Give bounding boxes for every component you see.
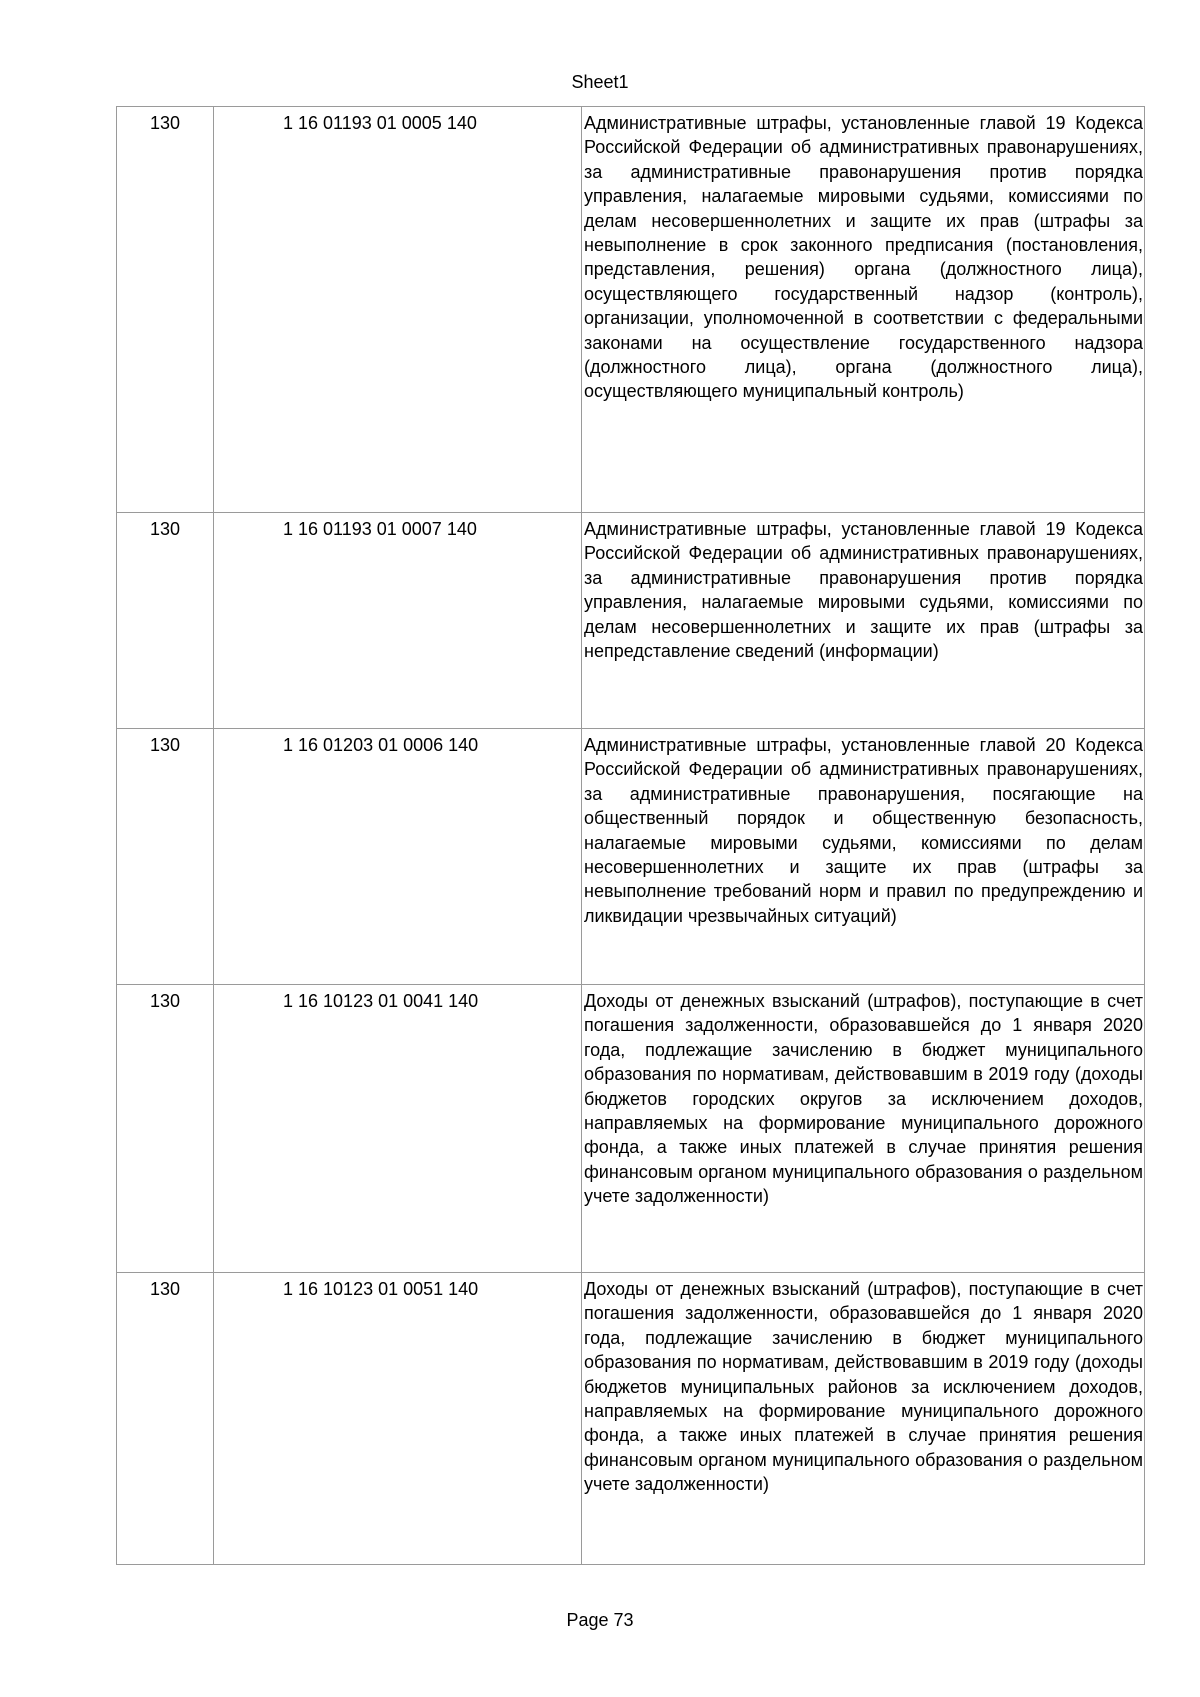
description-cell: Доходы от денежных взысканий (штрафов), поступающие в счет погашения задолженности, образовавшейся до 1 января 2020 года, подлежащие зачислению в бюджет муниципального образования по нормативам, действовавшим в 2019 году (доходы бюджетов муниципальных районов за исключением доходов, направляемых на формирование муниципального дорожного фонда, а также иных платежей в случае принятия решения финансовым органом муниципального образования о раздельном учете задолженности)	[582, 1273, 1145, 1565]
sheet-title: Sheet1	[571, 72, 629, 92]
admin-code-cell: 130	[117, 1273, 214, 1565]
kbk-code-cell: 1 16 10123 01 0041 140	[214, 985, 582, 1273]
admin-code-cell: 130	[117, 729, 214, 985]
description-cell: Административные штрафы, установленные главой 20 Кодекса Российской Федерации об административных правонарушениях, за административные правонарушения, посягающие на общественный порядок и общественную безопасность, налагаемые мировыми судьями, комиссиями по делам несовершеннолетних и защите их прав (штрафы за невыполнение требований норм и правил по предупреждению и ликвидации чрезвычайных ситуаций)	[582, 729, 1145, 985]
table-row	[117, 729, 1145, 985]
admin-code-cell: 130	[117, 513, 214, 729]
kbk-code-cell: 1 16 10123 01 0051 140	[214, 1273, 582, 1565]
table-row	[117, 513, 1145, 729]
admin-code-cell: 130	[117, 985, 214, 1273]
kbk-code-cell: 1 16 01203 01 0006 140	[214, 729, 582, 985]
admin-code-cell: 130	[117, 107, 214, 513]
revenue-codes-table	[116, 106, 1145, 1565]
kbk-code-cell: 1 16 01193 01 0005 140	[214, 107, 582, 513]
table-row	[117, 985, 1145, 1273]
description-cell: Доходы от денежных взысканий (штрафов), поступающие в счет погашения задолженности, образовавшейся до 1 января 2020 года, подлежащие зачислению в бюджет муниципального образования по нормативам, действовавшим в 2019 году (доходы бюджетов городских округов за исключением доходов, направляемых на формирование муниципального дорожного фонда, а также иных платежей в случае принятия решения финансовым органом муниципального образования о раздельном учете задолженности)	[582, 985, 1145, 1273]
page-number: Page 73	[566, 1610, 634, 1630]
table-row	[117, 107, 1145, 513]
table-row	[117, 1273, 1145, 1565]
description-cell: Административные штрафы, установленные главой 19 Кодекса Российской Федерации об административных правонарушениях, за административные правонарушения против порядка управления, налагаемые мировыми судьями, комиссиями по делам несовершеннолетних и защите их прав (штрафы за непредставление сведений (информации)	[582, 513, 1145, 729]
description-cell: Административные штрафы, установленные главой 19 Кодекса Российской Федерации об административных правонарушениях, за административные правонарушения против порядка управления, налагаемые мировыми судьями, комиссиями по делам несовершеннолетних и защите их прав (штрафы за невыполнение в срок законного предписания (постановления, представления, решения) органа (должностного лица), осуществляющего государственный надзор (контроль), организации, уполномоченной в соответствии с федеральными законами на осуществление государственного надзора (должностного лица), органа (должностного лица), осуществляющего муниципальный контроль)	[582, 107, 1145, 513]
kbk-code-cell: 1 16 01193 01 0007 140	[214, 513, 582, 729]
